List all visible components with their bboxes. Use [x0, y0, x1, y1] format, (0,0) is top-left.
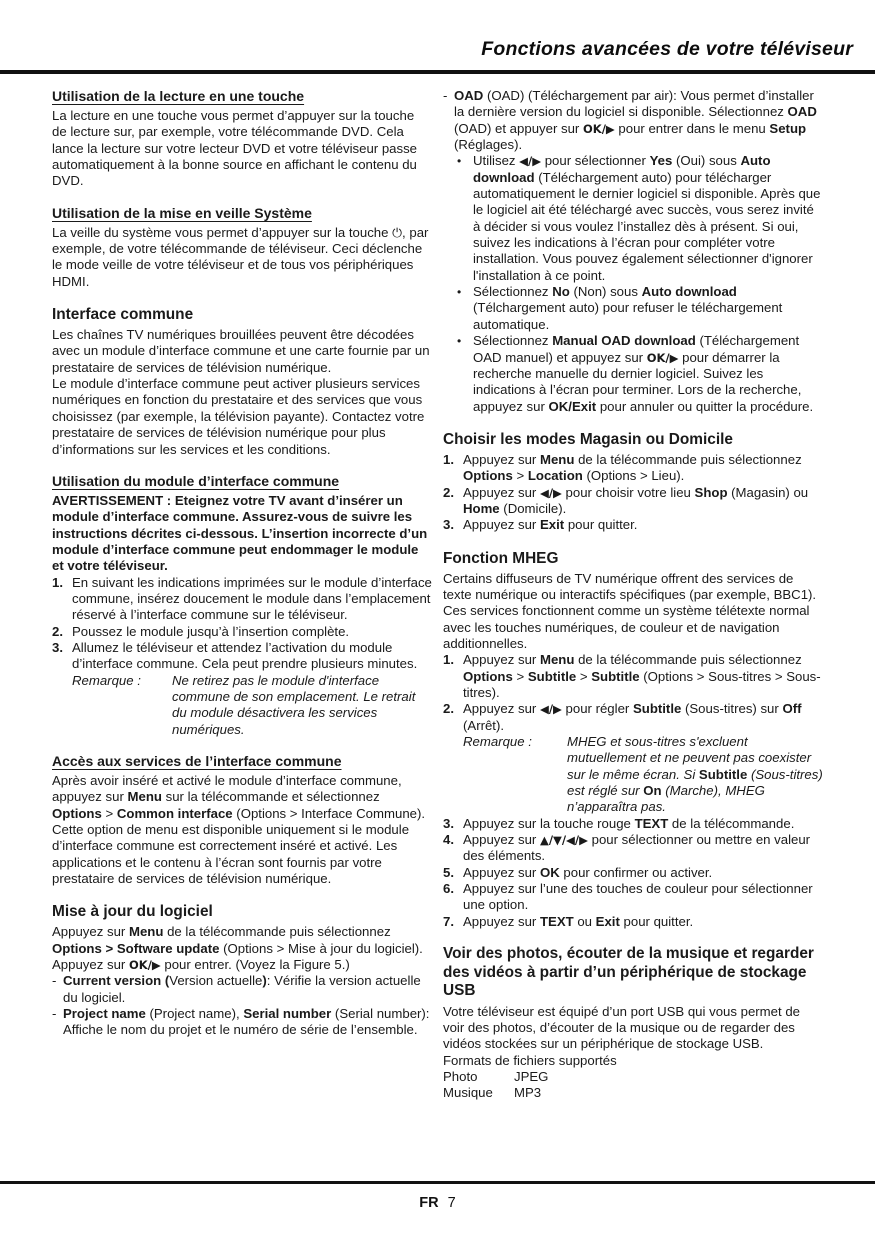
t: sur la télécommande et sélectionnez [161, 789, 380, 805]
list-marker: 3. [443, 815, 454, 831]
list-shop-steps [443, 452, 823, 534]
heading-shop-home-modes: Choisir les modes Magasin ou Domicile [443, 430, 733, 448]
key-exit: Exit [595, 913, 620, 929]
t: de la télécommande puis sélectionnez [574, 451, 802, 467]
key-ok-right: OK/▶ [583, 121, 615, 136]
term-serial-number: Serial number [243, 1006, 332, 1022]
t: ) [262, 973, 267, 989]
t: (Options > Lieu). [582, 468, 685, 484]
left-column [52, 88, 432, 1039]
para-system-standby [52, 225, 432, 290]
key-menu: Menu [127, 789, 162, 805]
para-common-interface-1: Les chaînes TV numériques brouillées peuvent être décodées avec un module d’interface commune et une carte fournie par un prestataire de services de télévision numérique. [52, 327, 430, 375]
key-options: Options [463, 468, 513, 484]
t: (Téléchargement OAD manuel) et appuyez sur [473, 333, 800, 365]
key-common-interface: Common interface [116, 805, 233, 821]
list-marker: 1. [443, 652, 454, 668]
t: > [512, 668, 528, 684]
key-text: TEXT [539, 913, 574, 929]
t: (Non) sous [569, 284, 642, 300]
list-item [52, 640, 432, 673]
heading-common-interface: Interface commune [52, 306, 194, 324]
key-menu: Menu [539, 652, 575, 668]
note-label: Remarque : [463, 734, 532, 750]
t: pour sélectionner ou mettre en valeur des éléments. [463, 832, 811, 864]
key-left-right-arrows: ◀/▶ [539, 702, 562, 717]
list-item [443, 832, 823, 865]
key-ok-right: OK/▶ [646, 350, 679, 365]
heading-system-standby: Utilisation de la mise en veille Système [52, 204, 312, 221]
list-oad [443, 88, 823, 153]
t: (Domicile). [499, 500, 567, 516]
list-item [52, 575, 432, 624]
t: Appuyez sur [463, 451, 540, 467]
format-row-music [443, 1085, 823, 1101]
key-ok-exit: OK/Exit [548, 398, 597, 414]
page-footer [0, 1195, 875, 1211]
key-manual-oad-download: Manual OAD download [552, 333, 696, 349]
list-item [443, 865, 823, 881]
t: : Vérifie la version actuelle du logiciel. [63, 973, 421, 1005]
t: > [576, 668, 592, 684]
term-project-name: Project name [63, 1006, 146, 1022]
key-auto-download: Auto download [473, 153, 771, 185]
para-access-ci-1 [52, 773, 432, 822]
key-yes: Yes [649, 153, 673, 169]
spacer [443, 930, 823, 945]
term-oad-2: OAD [787, 104, 817, 120]
list-item [457, 153, 823, 284]
t: pour démarrer la recherche manuelle du dernier logiciel. Suivez les indications à l’écran pour terminer. Lors de la recherche, appuyez sur [473, 349, 802, 414]
key-ok: OK [539, 864, 560, 880]
list-marker: - [52, 973, 57, 989]
t: Appuyez sur [463, 832, 540, 848]
list-item [52, 973, 432, 1006]
t: pour régler [561, 701, 633, 717]
list-item [443, 914, 823, 930]
t: (Project name), [145, 1006, 244, 1022]
t: (Marche), [661, 783, 726, 799]
page-header-title: Fonctions avancées de votre téléviseur [481, 38, 853, 60]
list-item-text: Poussez le module jusqu’à l’insertion complète. [72, 623, 350, 639]
list-item [52, 1006, 432, 1039]
list-marker: 2. [443, 701, 454, 717]
list-marker: 7. [443, 913, 454, 929]
key-menu: Menu [128, 924, 164, 940]
note-ci-module [72, 673, 432, 738]
list-ci-steps [52, 575, 432, 673]
term-current-version: Current version ( [63, 973, 170, 989]
term-oad: OAD [454, 88, 484, 103]
key-on: On [643, 783, 662, 799]
heading-use-ci-module: Utilisation du module d’interface commune [52, 472, 340, 489]
t: Appuyez sur [463, 652, 540, 668]
key-no: No [552, 284, 570, 300]
bullet-icon: • [457, 284, 462, 299]
t: de la télécommande. [668, 815, 795, 831]
t: Sélectionnez [473, 333, 553, 349]
list-item-text: Allumez le téléviseur et attendez l’activation du module d’interface commune. Cela peut prendre plusieurs minutes. [72, 639, 418, 672]
spacer [443, 534, 823, 549]
t: de la télécommande puis sélectionnez [574, 652, 802, 668]
list-item [443, 517, 823, 533]
t: (Options > Mise à jour du logiciel). Appuyez sur [52, 940, 423, 973]
format-label: Photo [443, 1069, 478, 1085]
t: (Options > Interface Commune). [232, 805, 426, 821]
list-item [443, 452, 823, 485]
t: (Téléchargement auto) pour télécharger automatiquement le dernier logiciel si disponible. Après que le logiciel ait été téléchargé avec succès, vous serez invité à décider si vous voulez l’installez dès à présent. Si oui, suivez les indications à l’écran pour compléter votre installation. Vous pouvez également sélectionner d'ignorer l'installation à ce point. [473, 169, 821, 283]
key-auto-download: Auto download [641, 284, 737, 300]
t: Appuyez sur [463, 864, 540, 880]
t: Après avoir inséré et activé le module d’interface commune, appuyez sur [52, 773, 402, 805]
t: > [512, 468, 528, 484]
list-marker: 4. [443, 832, 454, 848]
key-subtitle: Subtitle [698, 766, 748, 782]
key-subtitle-2: Subtitle [591, 668, 640, 684]
list-marker: 6. [443, 881, 454, 897]
list-marker: - [52, 1006, 57, 1022]
footer-page-number: 7 [447, 1195, 456, 1211]
t: Appuyez sur [463, 517, 540, 533]
key-options: Options [463, 668, 513, 684]
t: pour sélectionner [541, 153, 650, 169]
t: (Magasin) ou [727, 484, 809, 500]
t: pour entrer. (Voyez la Figure 5.) [160, 957, 350, 973]
t: Utilisez [473, 153, 520, 169]
footer-rule [0, 1181, 875, 1184]
key-subtitle: Subtitle [632, 701, 682, 717]
spacer [52, 190, 432, 205]
key-location: Location [527, 468, 583, 484]
key-left-right-arrows: ◀/▶ [539, 485, 562, 500]
header-rule [0, 70, 875, 74]
para-warning: AVERTISSEMENT : Eteignez votre TV avant d’insérer un module d’interface commune. Assurez-vous de suivre les instructions décrites ci-dessous. L’insertion incorrecte d’un module d’interface commune peut endommager le module et votre téléviseur. [52, 492, 428, 574]
key-ok-right: OK/▶ [128, 958, 161, 973]
note-label: Remarque : [72, 672, 141, 688]
t: (OAD) (Téléchargement par air): Vous permet d’installer la dernière version du logiciel si disponible. Sélectionnez [454, 88, 814, 120]
t: (Serial number): Affiche le nom du projet et le numéro de série de l’ensemble. [63, 1006, 430, 1038]
list-item [443, 88, 823, 153]
key-left-right-arrows: ◀/▶ [519, 154, 542, 169]
list-marker: 3. [52, 639, 63, 655]
t: (Télchargement auto) pour refuser le téléchargement automatique. [473, 300, 783, 332]
t: pour quitter. [619, 913, 694, 929]
list-software-update-items [52, 973, 432, 1038]
note-mheg [463, 734, 823, 816]
t: > [101, 805, 117, 821]
standby-text-b: , par exemple, de votre télécommande de téléviseur. Ceci déclenche le mode veille de votre téléviseur et de tous vos périphériques HDMI. [52, 224, 429, 289]
key-direction-arrows: ▲/▼/◀/▶ [539, 833, 588, 848]
format-label: Musique [443, 1085, 493, 1101]
key-options-software-update: Options > Software update [52, 940, 220, 956]
list-item [443, 881, 823, 914]
note-text: Ne retirez pas le module d'interface commune de son emplacement. Le retrait du module désactivera les services numériques. [172, 672, 416, 737]
t: pour confirmer ou activer. [559, 864, 713, 880]
list-marker: 1. [443, 451, 454, 467]
t: pour quitter. [564, 517, 638, 533]
t: (OAD) et appuyer sur [454, 120, 583, 136]
list-marker: 1. [52, 574, 63, 590]
format-value: JPEG [514, 1069, 549, 1085]
para-access-ci-2: Cette option de menu est disponible uniquement si le module d’interface commune est correctement inséré et activé. Les applications et le contenu à l’écran sont fournis par votre prestataire de services de télévision numérique. [52, 822, 410, 887]
t: pour annuler ou quitter la procédure. [596, 398, 814, 414]
spacer [52, 738, 432, 753]
t: MHEG n’apparaîtra pas. [567, 783, 765, 815]
t: MHEG et sous-titres s'excluent mutuellement et ne peuvent pas coexister sur le même écran. Si [567, 734, 812, 782]
bullet-icon: • [457, 333, 462, 348]
list-mheg-steps [443, 652, 823, 734]
t: Appuyez sur [463, 913, 540, 929]
list-item [443, 485, 823, 518]
t: (Arrêt). [463, 717, 505, 733]
list-marker: 3. [443, 517, 454, 533]
para-software-update [52, 924, 432, 973]
t: Appuyez sur [52, 924, 129, 940]
list-item [443, 816, 823, 832]
list-item [443, 701, 823, 734]
t: Sélectionnez [473, 284, 553, 300]
t: ou [573, 913, 596, 929]
t: (Sous-titres) sur [681, 701, 783, 717]
t: (Oui) sous [672, 153, 741, 169]
para-supported-formats-label: Formats de fichiers supportés [443, 1052, 617, 1068]
power-icon: ⏻ [392, 224, 403, 240]
para-usb-media: Votre téléviseur est équipé d’un port USB qui vous permet de voir des photos, d’écouter de la musique ou de regarder des vidéos stockées sur un périphérique de stockage USB. [443, 1003, 801, 1052]
key-setup: Setup [769, 120, 807, 136]
t: de la télécommande puis sélectionnez [163, 924, 391, 940]
t: Appuyez sur la touche rouge [463, 815, 635, 831]
spacer [52, 887, 432, 902]
list-item [457, 284, 823, 333]
list-marker: 2. [443, 484, 454, 500]
format-row-photo [443, 1069, 823, 1085]
list-item [52, 624, 432, 640]
t: est réglé sur [567, 783, 644, 799]
key-options: Options [52, 805, 102, 821]
heading-usb-media: Voir des photos, écouter de la musique et regarder des vidéos à partir d’un périphérique de stockage USB [443, 945, 814, 1000]
heading-one-touch-play: Utilisation de la lecture en une touche [52, 88, 305, 104]
spacer [443, 415, 823, 430]
key-off: Off [782, 701, 802, 717]
list-item-text: En suivant les indications imprimées sur le module d’interface commune, insérez doucement le module dans l’emplacement réservé à l’interface commune sur le téléviseur. [72, 574, 432, 623]
para-mheg-intro: Certains diffuseurs de TV numérique offrent des services de texte numérique ou interactifs spécifiques (par exemple, BBC1). Ces services fonctionnent comme un système télétexte normal avec les touches numériques, de couleur et de navigation additionnelles. [443, 570, 817, 651]
key-shop: Shop [694, 484, 728, 500]
heading-software-update: Mise à jour du logiciel [52, 903, 213, 921]
para-one-touch-play: La lecture en une touche vous permet d’appuyer sur la touche de lecture sur, par exemple, votre télécommande DVD. Cela lance la lecture sur votre lecteur DVD et votre téléviseur passe automatiquement à la bonne source en affichant le contenu du DVD. [52, 108, 418, 189]
spacer [52, 458, 432, 473]
format-value: MP3 [514, 1085, 542, 1101]
standby-text-a: La veille du système vous permet d’appuyer sur la touche [52, 224, 393, 240]
t: Appuyez sur l’une des touches de couleur pour sélectionner une option. [463, 881, 813, 913]
list-oad-bullets [443, 153, 823, 415]
t: pour choisir votre lieu [561, 484, 695, 500]
list-marker: 2. [52, 623, 63, 639]
list-marker: - [443, 88, 448, 103]
right-column [443, 88, 823, 1102]
t: (Réglages). [454, 137, 523, 153]
key-text: TEXT [634, 815, 669, 831]
t: pour entrer dans le menu [614, 120, 770, 136]
list-item [457, 333, 823, 415]
t: Version actuelle [169, 973, 263, 989]
key-subtitle: Subtitle [527, 668, 577, 684]
t: Appuyez sur [463, 701, 540, 717]
t: Appuyez sur [463, 484, 540, 500]
list-mheg-steps-rest [443, 816, 823, 930]
heading-mheg-function: Fonction MHEG [443, 549, 559, 567]
key-menu: Menu [539, 451, 575, 467]
t: (Sous-titres) [747, 766, 823, 782]
spacer [52, 290, 432, 305]
key-exit: Exit [539, 517, 565, 533]
para-common-interface-2: Le module d’interface commune peut activer plusieurs services numériques en fonction du prestataire et des services que vous choisissez (par exemple, la télévision payante). Contactez votre prestataire de services de télévision numérique pour plus d’informations sur les services et les conditions. [52, 376, 425, 457]
key-home: Home [463, 500, 500, 516]
heading-access-ci-services: Accès aux services de l’interface commune [52, 753, 342, 769]
list-marker: 5. [443, 864, 454, 880]
bullet-icon: • [457, 153, 462, 168]
list-item [443, 652, 823, 701]
t: (Options > Sous-titres > Sous-titres). [463, 668, 821, 700]
footer-language-code: FR [419, 1195, 439, 1211]
